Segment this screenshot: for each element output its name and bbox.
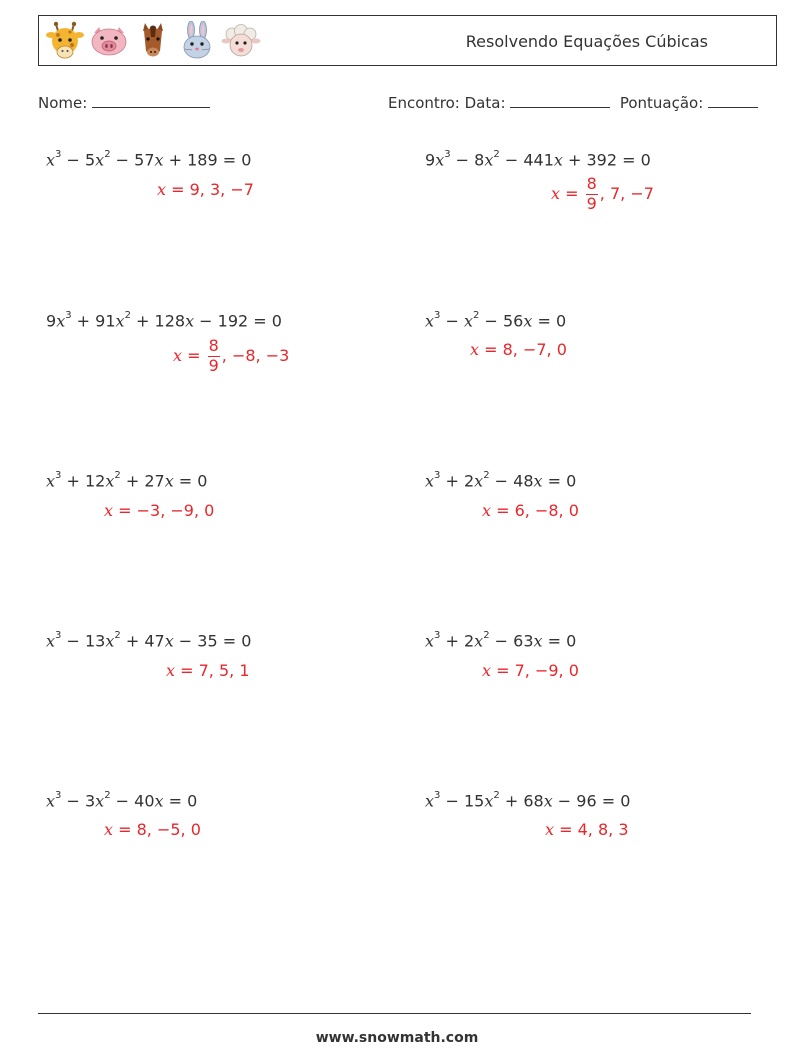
horse-icon bbox=[133, 21, 173, 61]
problem-answer: x = 9, 3, −7 bbox=[157, 180, 254, 199]
fraction: $\frac{8}{9}$ bbox=[586, 174, 597, 213]
problem-equation: $x^3 + 2x^2 - 63x = 0$ bbox=[425, 630, 577, 651]
date-blank bbox=[510, 93, 610, 108]
pig-icon bbox=[89, 21, 129, 61]
problem-answer: x = 7, 5, 1 bbox=[166, 661, 250, 680]
name-field bbox=[38, 93, 210, 112]
problem-answer: x = 7, −9, 0 bbox=[482, 661, 579, 680]
problem-equation: $9x^3 + 91x^2 + 128x - 192 = 0$ bbox=[46, 310, 282, 331]
problem-answer: x = $\frac{8}{9}$ , −8, −3 bbox=[173, 336, 290, 375]
sheep-icon bbox=[221, 21, 261, 61]
problem-equation: $x^3 - x^2 - 56x = 0$ bbox=[425, 310, 567, 331]
score-label: Pontuação: bbox=[619, 94, 704, 112]
fraction: $\frac{8}{9}$ bbox=[208, 336, 219, 375]
animal-icons bbox=[45, 21, 261, 61]
worksheet-header bbox=[38, 15, 777, 66]
giraffe-icon bbox=[45, 21, 85, 61]
problem-answer: x = 4, 8, 3 bbox=[545, 820, 629, 839]
page-title: Resolvendo Equações Cúbicas bbox=[465, 32, 708, 51]
footer-divider bbox=[38, 1013, 751, 1014]
meeting-field bbox=[388, 93, 758, 112]
meeting-date-label: Encontro: Data: bbox=[388, 94, 506, 112]
problem-equation: $x^3 - 13x^2 + 47x - 35 = 0$ bbox=[46, 630, 252, 651]
score-blank bbox=[708, 93, 758, 108]
footer-website: www.snowmath.com bbox=[315, 1030, 479, 1046]
rabbit-icon bbox=[177, 21, 217, 61]
problem-equation: $x^3 - 3x^2 - 40x = 0$ bbox=[46, 790, 198, 811]
problem-answer: x = 6, −8, 0 bbox=[482, 501, 579, 520]
name-blank bbox=[92, 93, 210, 108]
problem-equation: $x^3 - 5x^2 - 57x + 189 = 0$ bbox=[46, 149, 252, 170]
problem-equation: $x^3 + 12x^2 + 27x = 0$ bbox=[46, 470, 208, 491]
problem-answer: x = $\frac{8}{9}$ , 7, −7 bbox=[551, 174, 654, 213]
problem-equation: $x^3 + 2x^2 - 48x = 0$ bbox=[425, 470, 577, 491]
problem-equation: $x^3 - 15x^2 + 68x - 96 = 0$ bbox=[425, 790, 631, 811]
name-label: Nome: bbox=[38, 94, 88, 112]
problem-equation: $9x^3 - 8x^2 - 441x + 392 = 0$ bbox=[425, 149, 651, 170]
problem-answer: x = 8, −7, 0 bbox=[470, 340, 567, 359]
problem-answer: x = −3, −9, 0 bbox=[104, 501, 215, 520]
problem-answer: x = 8, −5, 0 bbox=[104, 820, 201, 839]
